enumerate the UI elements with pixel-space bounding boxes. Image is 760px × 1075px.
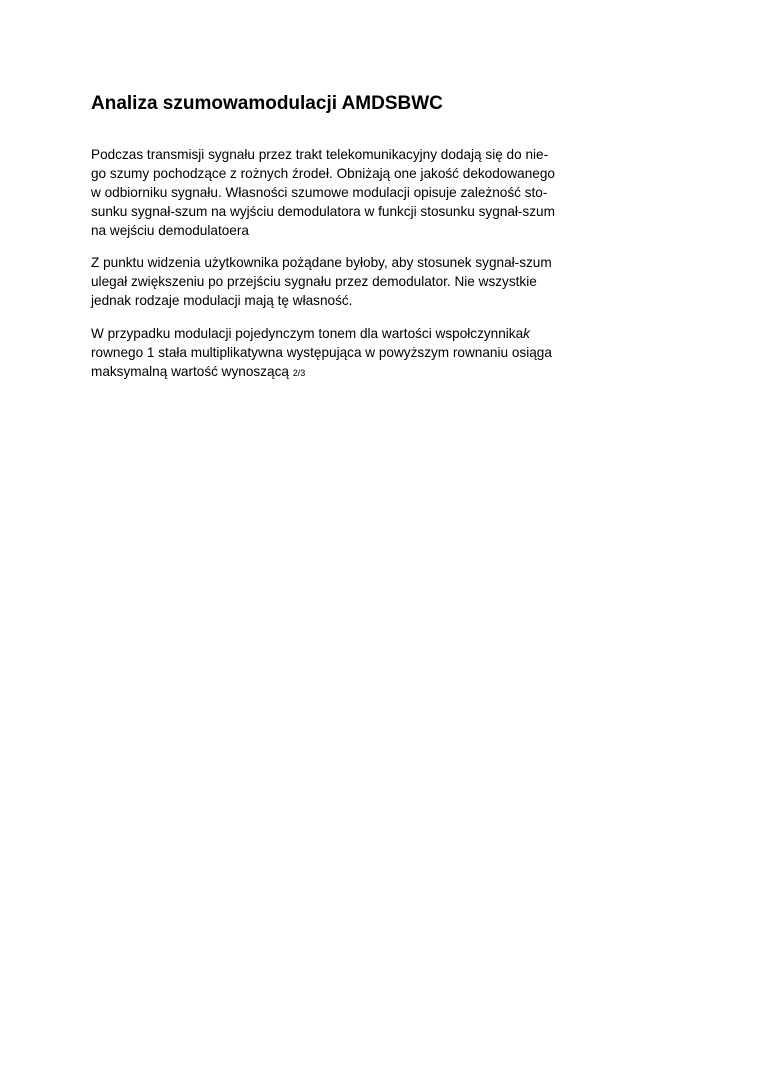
paragraph-line: w odbiorniku sygnału. Własności szumowe modulacji opisuje zależność sto-: [91, 185, 548, 200]
paragraph-line: ulegał zwiększeniu po przejściu sygnału przez demodulator. Nie wszystkie: [91, 274, 537, 289]
paragraph-line: go szumy pochodzące z rożnych źrodeł. Obniżają one jakość dekodowanego: [91, 166, 555, 181]
paragraph-single-tone: [91, 324, 552, 383]
paragraph-text: maksymalną wartość wynoszącą: [91, 364, 293, 379]
paragraph-line: Podczas transmisji sygnału przez trakt telekomunikacyjny dodają się do nie-: [91, 147, 549, 162]
paragraph-line: jednak rodzaje modulacji mają tę własność.: [91, 293, 353, 308]
paragraph-noise-intro: [91, 145, 555, 240]
paragraph-line: sunku sygnał-szum na wyjściu demodulatora w funkcji stosunku sygnał-szum: [91, 204, 555, 219]
paragraph-line: na wejściu demodulatoera: [91, 223, 249, 238]
fraction-value: 2/3: [292, 368, 306, 378]
paragraph-user-perspective: [91, 253, 552, 310]
paragraph-text: W przypadku modulacji pojedynczym tonem dla wartości wspołczynnika: [91, 326, 524, 341]
paragraph-line: [91, 324, 552, 343]
variable-k: k: [523, 326, 530, 341]
document-title: Analiza szumowamodulacji AMDSBWC: [91, 93, 443, 114]
paragraph-line: [91, 362, 552, 383]
paragraph-line: rownego 1 stała multiplikatywna występująca w powyższym rownaniu osiąga: [91, 345, 552, 360]
paragraph-line: Z punktu widzenia użytkownika pożądane byłoby, aby stosunek sygnał-szum: [91, 255, 552, 270]
